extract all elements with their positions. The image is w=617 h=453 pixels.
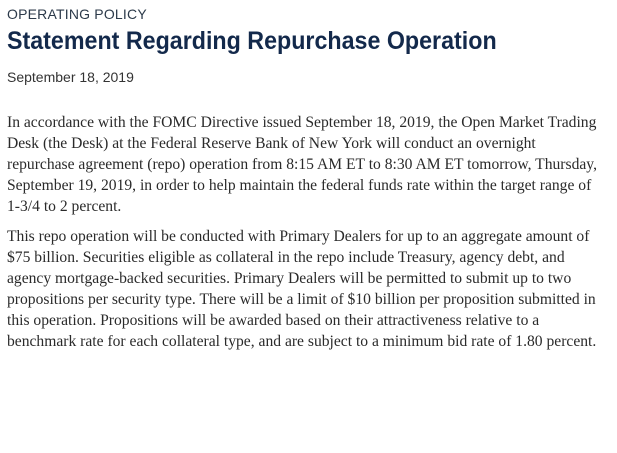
page-title: Statement Regarding Repurchase Operation [7, 27, 497, 55]
publish-date: September 18, 2019 [7, 69, 134, 85]
article [7, 6, 607, 361]
article-body [7, 112, 607, 352]
body-paragraph-1: In accordance with the FOMC Directive issued September 18, 2019, the Open Market Trading Desk (the Desk) at the Federal Reserve Bank of New York will conduct an overnight repurchase agreement (repo) operation from 8:15 AM ET to 8:30 AM ET tomorrow, Thursday, September 19, 2019, in order to help maintain the federal funds rate within the target range of 1-3/4 to 2 percent. [7, 114, 597, 215]
category-label: OPERATING POLICY [7, 6, 147, 22]
body-paragraph-2: This repo operation will be conducted with Primary Dealers for up to an aggregate amount of $75 billion. Securities eligible as collateral in the repo include Treasury, agency debt, and agency mortgage-backed securities. Primary Dealers will be permitted to submit up to two propositions per security type. There will be a limit of $10 billion per proposition submitted in this operation. Propositions will be awarded based on their attractiveness relative to a benchmark rate for each collateral type, and are subject to a minimum bid rate of 1.80 percent. [7, 228, 597, 350]
